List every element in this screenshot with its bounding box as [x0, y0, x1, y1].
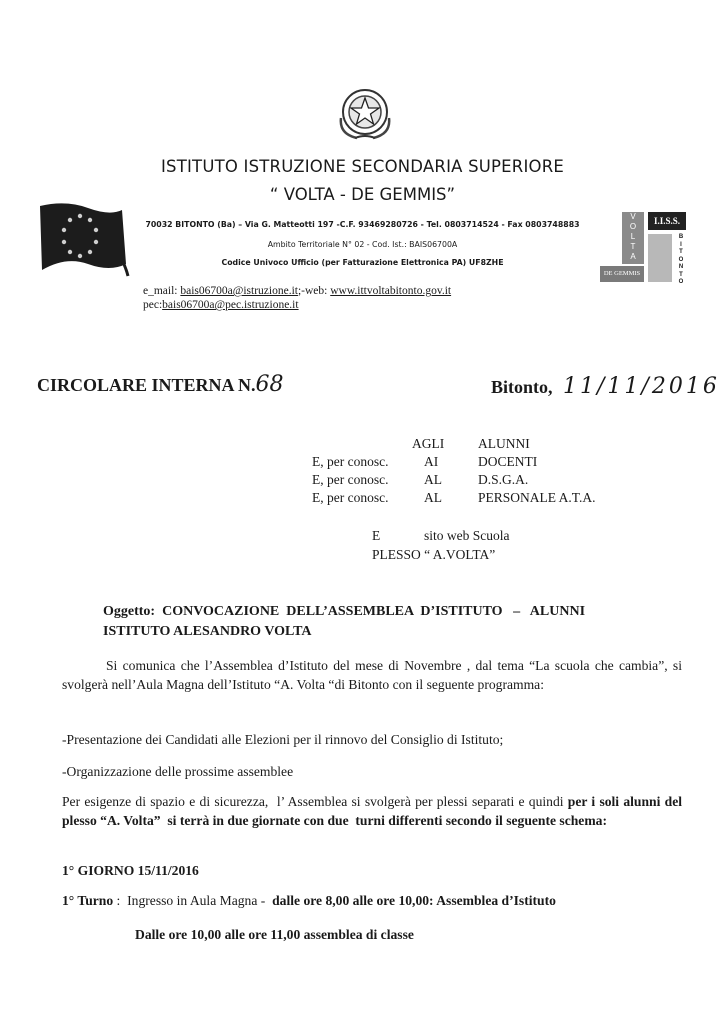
recipient-prefix: E, per conosc.: [312, 454, 389, 469]
school-name: “ VOLTA - DE GEMMIS”: [269, 185, 456, 204]
place-label: Bitonto,: [491, 377, 553, 397]
recipient-prefix: E, per conosc.: [312, 472, 389, 487]
pec-line: [143, 298, 299, 312]
subject-line-1: Oggetto: CONVOCAZIONE DELL’ASSEMBLEA D’ISTITUTO – ALUNNI: [103, 604, 586, 619]
codice-line: Codice Univoco Ufficio (per Fatturazione Elettronica PA) UF8ZHE: [221, 258, 504, 267]
handwritten-date: 11/11/2016: [563, 374, 720, 399]
extra-e: E: [372, 528, 381, 543]
republic-emblem: [335, 84, 395, 142]
place-date: [491, 374, 720, 399]
gray-block: [648, 234, 672, 282]
ambito-line: Ambito Territoriale N° 02 - Cod. Ist.: BAIS06700A: [267, 240, 458, 249]
turno-label: 1° Turno: [62, 893, 114, 908]
extra-sito: sito web Scuola: [424, 528, 510, 543]
recipient-prep: AL: [424, 472, 442, 487]
recipient-who: DOCENTI: [478, 454, 538, 469]
pec-link[interactable]: bais06700a@pec.istruzione.it: [162, 299, 299, 311]
web-label: ;-web:: [297, 285, 331, 297]
class-assembly-line: Dalle ore 10,00 alle ore 11,00 assemblea di classe: [135, 927, 414, 942]
iiss-block: I.I.S.S.: [648, 212, 686, 230]
recipient-prep: AI: [424, 454, 439, 469]
contact-line: [143, 284, 451, 298]
recipient-who: ALUNNI: [478, 436, 530, 451]
extra-plesso: PLESSO “ A.VOLTA”: [372, 547, 496, 562]
institute-title: ISTITUTO ISTRUZIONE SECONDARIA SUPERIORE: [160, 157, 565, 176]
program-item-1: -Presentazione dei Candidati alle Elezioni per il rinnovo del Consiglio di Istituto;: [62, 732, 504, 747]
schedule-normal-text: Per esigenze di spazio e di sicurezza, l’ Assemblea si svolgerà per plessi separati e quindi: [62, 794, 568, 809]
bitonto-vertical: B I T O N T O: [678, 234, 684, 285]
web-link[interactable]: www.ittvoltabitonto.gov.it: [330, 285, 452, 297]
circolare-title: [37, 372, 284, 397]
circolare-number: 68: [255, 372, 284, 397]
turno-line: [62, 891, 682, 910]
school-logo: [600, 208, 696, 290]
intro-paragraph: Si comunica che l’Assemblea d’Istituto del mese di Novembre , dal tema “La scuola che cambia”, si svolgerà nell’Aula Magna dell’Istituto “A. Volta “di Bitonto con il seguente programma:: [62, 658, 682, 692]
address-line: 70032 BITONTO (Ba) – Via G. Matteotti 197 -C.F. 93469280726 - Tel. 0803714524 - Fax 0803748883: [145, 220, 580, 229]
email-link[interactable]: bais06700a@istruzione.it: [180, 285, 298, 297]
turno-sep: :: [113, 893, 128, 908]
day-heading: 1° GIORNO 15/11/2016: [62, 863, 199, 878]
de-gemmis-block: DE GEMMIS: [600, 266, 644, 282]
volta-block: V O L T A: [622, 212, 644, 264]
program-item-2: -Organizzazione delle prossime assemblee: [62, 764, 294, 779]
recipient-who: PERSONALE A.T.A.: [478, 490, 596, 505]
recipient-prep: AGLI: [412, 436, 445, 451]
turno-text: Ingresso in Aula Magna -: [127, 893, 269, 908]
recipient-prep: AL: [424, 490, 442, 505]
recipient-prefix: E, per conosc.: [312, 490, 389, 505]
schedule-bold-text: per i soli alunni del plesso “A. Volta” si terrà in due giornate con due turni differenti secondo il seguente schema:: [62, 794, 686, 828]
schedule-paragraph: [62, 792, 686, 830]
pec-label: pec:: [143, 299, 163, 311]
circolare-label: CIRCOLARE INTERNA N.: [37, 375, 256, 395]
email-label: e_mail:: [143, 285, 181, 297]
subject-line-2: ISTITUTO ALESANDRO VOLTA: [103, 624, 312, 639]
recipient-who: D.S.G.A.: [478, 472, 529, 487]
turno-bold: dalle ore 8,00 alle ore 10,00: Assemblea d’Istituto: [268, 893, 556, 908]
